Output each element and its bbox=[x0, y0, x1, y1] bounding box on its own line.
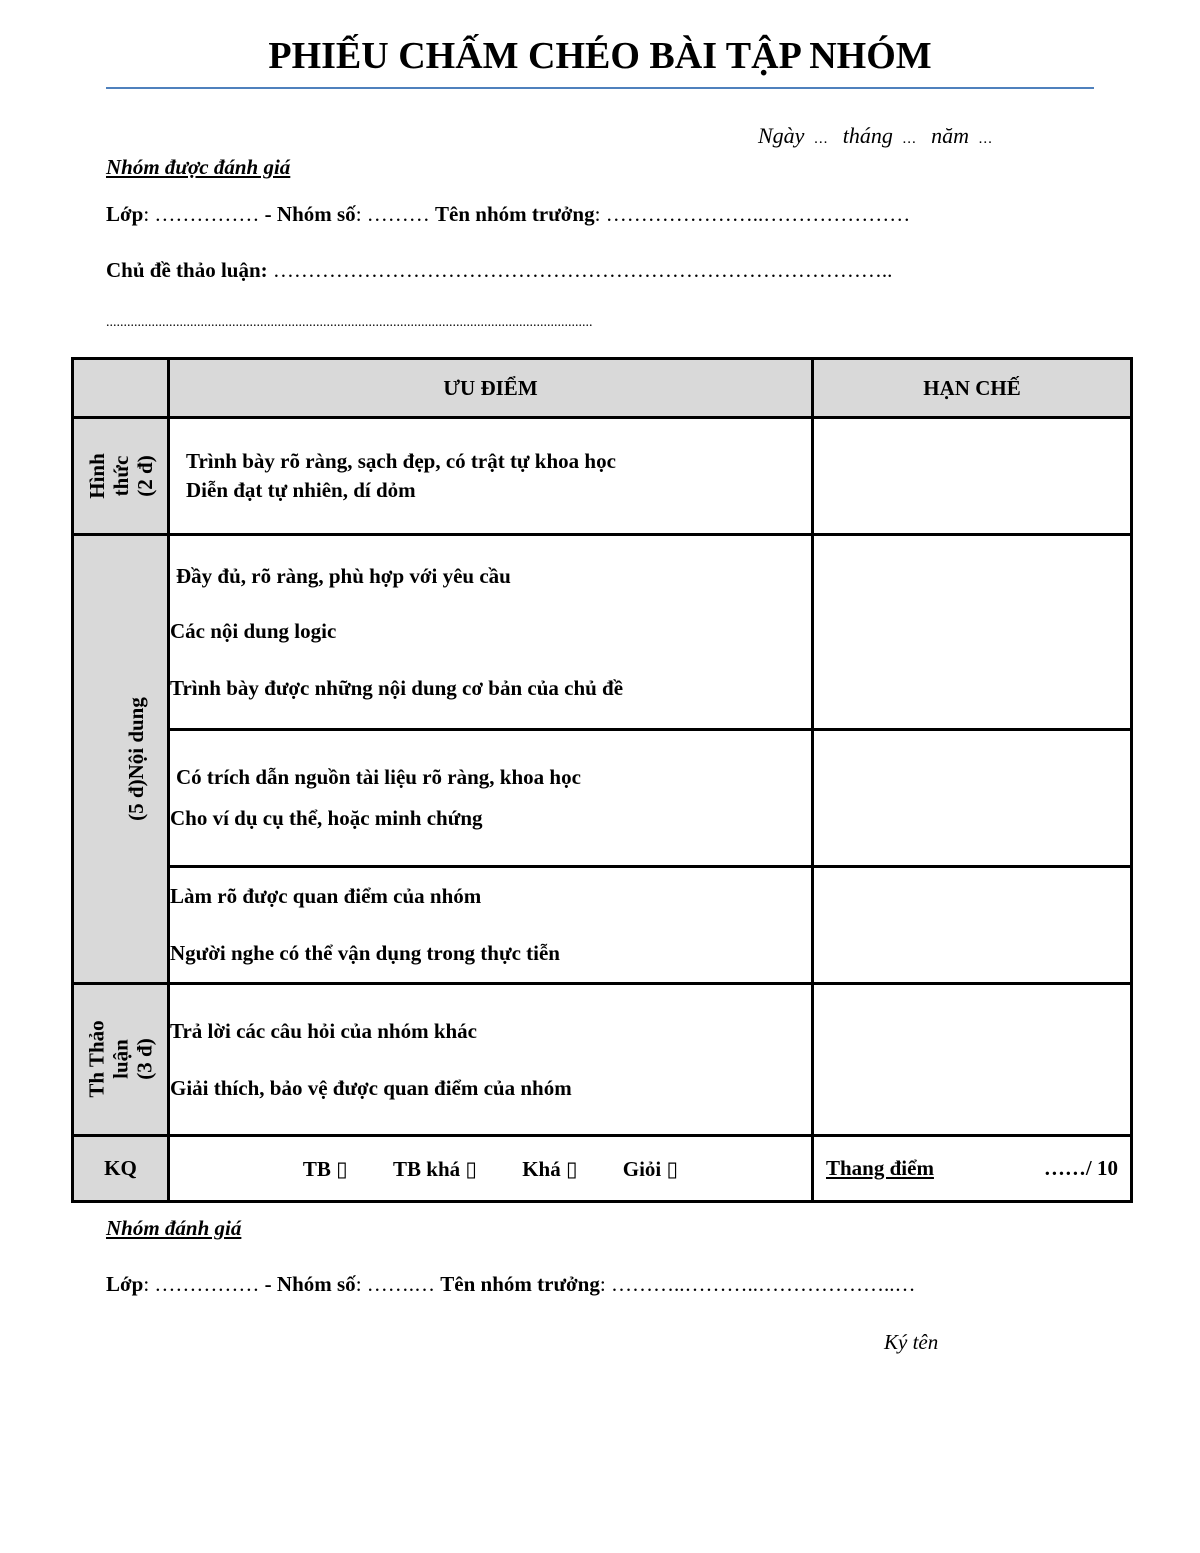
option-gioi[interactable]: Giỏi ▯ bbox=[622, 1156, 679, 1181]
date-month-label: tháng bbox=[842, 123, 893, 148]
leader-label: Tên nhóm trưởng bbox=[435, 202, 595, 226]
limitation-cell[interactable] bbox=[813, 418, 1132, 535]
title-divider bbox=[106, 87, 1094, 89]
criterion-content-label: (5 đ)Nội dung bbox=[123, 696, 148, 821]
limitation-cell[interactable] bbox=[813, 867, 1132, 984]
limitation-cell[interactable] bbox=[813, 730, 1132, 867]
date-line bbox=[758, 123, 1007, 149]
group-no-label: - Nhóm số bbox=[264, 1272, 356, 1296]
topic-field[interactable]: …………………………………………………………………………….. bbox=[267, 258, 893, 282]
topic-field-line2[interactable]: ........................................................................................................................................... bbox=[106, 315, 593, 330]
evaluated-group-info-line bbox=[106, 202, 910, 227]
score-field[interactable]: ……/ 10 bbox=[1043, 1156, 1118, 1180]
strength-item: Người nghe có thể vận dụng trong thực tiễn bbox=[170, 941, 560, 965]
strength-item: Trả lời các câu hỏi của nhóm khác bbox=[170, 1018, 478, 1043]
criterion-discussion bbox=[73, 984, 169, 1136]
table-row bbox=[73, 984, 1132, 1136]
strength-item: Trình bày rõ ràng, sạch đẹp, có trật tự khoa học bbox=[186, 449, 616, 473]
strength-cell bbox=[169, 867, 813, 984]
result-options bbox=[169, 1136, 813, 1202]
date-month-blank[interactable]: ... bbox=[902, 131, 918, 147]
class-field[interactable]: : …………… bbox=[143, 1272, 265, 1296]
table-row bbox=[73, 418, 1132, 535]
strength-item: Đầy đủ, rõ ràng, phù hợp với yêu cầu bbox=[176, 563, 511, 588]
strength-item: Giải thích, bảo vệ được quan điểm của nhóm bbox=[170, 1075, 572, 1100]
evaluated-group-heading: Nhóm được đánh giá bbox=[106, 155, 291, 179]
header-blank-cell bbox=[73, 359, 169, 418]
limitation-cell[interactable] bbox=[813, 984, 1132, 1136]
criterion-form bbox=[73, 418, 169, 535]
evaluation-table bbox=[71, 357, 1133, 1203]
strength-cell bbox=[169, 730, 813, 867]
score-scale-label: Thang điểm bbox=[826, 1156, 934, 1180]
strength-item: Cho ví dụ cụ thể, hoặc minh chứng bbox=[170, 806, 483, 830]
group-no-label: - Nhóm số bbox=[264, 202, 356, 226]
topic-label: Chủ đề thảo luận: bbox=[106, 258, 268, 282]
table-header-row bbox=[73, 359, 1132, 418]
limitation-cell[interactable] bbox=[813, 535, 1132, 730]
header-strengths: ƯU ĐIỂM bbox=[169, 359, 813, 418]
strength-item: Có trích dẫn nguồn tài liệu rõ ràng, khoa học bbox=[176, 765, 581, 789]
strength-cell bbox=[169, 984, 813, 1136]
option-tb-kha[interactable]: TB khá ▯ bbox=[393, 1156, 477, 1181]
header-limitations: HẠN CHẾ bbox=[813, 359, 1132, 418]
evaluating-group-info-line bbox=[106, 1272, 915, 1297]
page-title: PHIẾU CHẤM CHÉO BÀI TẬP NHÓM bbox=[268, 35, 932, 77]
group-no-field[interactable]: : …….… bbox=[355, 1272, 441, 1296]
evaluating-group-heading: Nhóm đánh giá bbox=[106, 1216, 242, 1240]
date-day-label: Ngày bbox=[758, 123, 805, 148]
criterion-content bbox=[73, 535, 169, 984]
leader-label: Tên nhóm trưởng bbox=[440, 1272, 600, 1296]
date-day-blank[interactable]: ... bbox=[814, 131, 829, 147]
strength-cell bbox=[169, 418, 813, 535]
table-row bbox=[73, 535, 1132, 730]
result-row bbox=[73, 1136, 1132, 1202]
strength-cell bbox=[169, 535, 813, 730]
signature-label: Ký tên bbox=[884, 1330, 939, 1354]
leader-field[interactable]: : ………..………..………………..… bbox=[599, 1272, 916, 1296]
topic-line bbox=[106, 258, 892, 283]
option-tb[interactable]: TB ▯ bbox=[302, 1156, 348, 1181]
strength-item: Trình bày được những nội dung cơ bản của chủ đề bbox=[170, 675, 624, 700]
result-label: KQ bbox=[73, 1136, 169, 1202]
strength-item: Diễn đạt tự nhiên, dí dỏm bbox=[186, 478, 416, 502]
table-row bbox=[73, 730, 1132, 867]
class-field[interactable]: : …………… bbox=[143, 202, 265, 226]
class-label: Lớp bbox=[106, 1272, 144, 1296]
table-row bbox=[73, 867, 1132, 984]
score-cell bbox=[813, 1136, 1132, 1202]
option-kha[interactable]: Khá ▯ bbox=[522, 1156, 578, 1181]
leader-field[interactable]: : …………………..………………… bbox=[594, 202, 911, 226]
date-year-label: năm bbox=[931, 123, 969, 148]
date-year-blank[interactable]: ... bbox=[978, 131, 994, 147]
criterion-form-label: Hình thức (2 đ) bbox=[84, 452, 157, 499]
criterion-discussion-label: Th Thảo luận (3 đ) bbox=[84, 1020, 157, 1098]
group-no-field[interactable]: : ……… bbox=[355, 202, 436, 226]
strength-item: Các nội dung logic bbox=[170, 618, 337, 643]
strength-item: Làm rõ được quan điểm của nhóm bbox=[170, 884, 482, 908]
class-label: Lớp bbox=[106, 202, 144, 226]
